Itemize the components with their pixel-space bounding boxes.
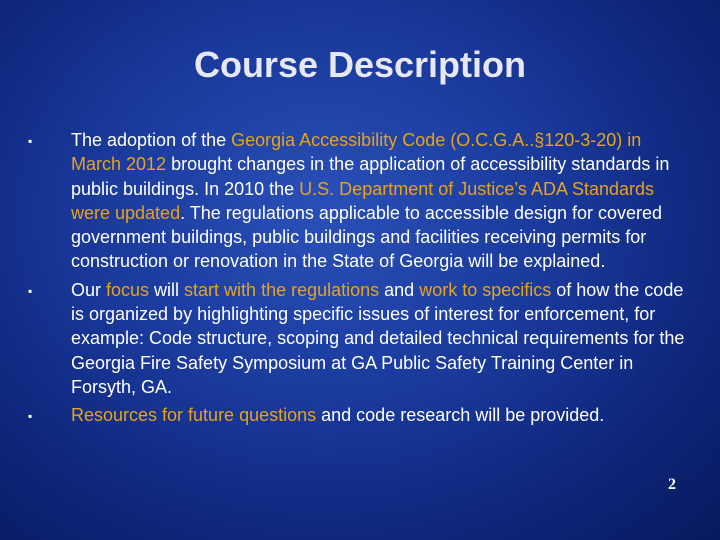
text-segment: and [379, 279, 420, 300]
bullet-item [28, 278, 688, 399]
text-segment: brought changes in the application of accessibility standards in public buildings. In 2010 the [71, 154, 670, 199]
highlighted-text: Georgia Accessibility Code (O.C.G.A..§120-3-20) in March 2012 [71, 130, 642, 175]
bullet-item [28, 128, 688, 274]
highlighted-text: Resources for future questions [71, 405, 317, 426]
text-segment: and code research will be provided. [316, 405, 605, 426]
bullet-text [71, 130, 669, 271]
bullet-list [28, 128, 688, 432]
bullet-item [28, 403, 688, 427]
text-segment: . The regulations applicable to accessible design for covered government buildings, public buildings and facilities receiving permits for construction or renovation in the State of Georgia will be explained. [71, 202, 663, 272]
text-segment: The adoption of the [71, 130, 232, 150]
bullet-text [71, 405, 604, 425]
text-segment: Our [71, 279, 107, 300]
highlighted-text: work to specifics [419, 279, 552, 300]
page-number: 2 [668, 476, 676, 493]
text-segment: will [149, 279, 185, 300]
highlighted-text: start with the regulations [184, 279, 380, 300]
highlighted-text: focus [106, 279, 150, 300]
bullet-text [71, 280, 684, 397]
bullet-marker-icon: ▪ [28, 283, 33, 298]
bullet-marker-icon: ▪ [28, 134, 33, 148]
bullet-marker-icon: ▪ [28, 409, 33, 424]
text-segment: of how the code is organized by highlighting specific issues of interest for enforcement, for example: Code structure, scoping and detailed technical requirements for the Georgia Fire Safety Symposium at GA Public Safety Training Center in Forsyth, GA. [71, 279, 685, 397]
slide-title: Course Description [193, 44, 527, 85]
highlighted-text: U.S. Department of Justice’s ADA Standards were updated [71, 178, 655, 223]
